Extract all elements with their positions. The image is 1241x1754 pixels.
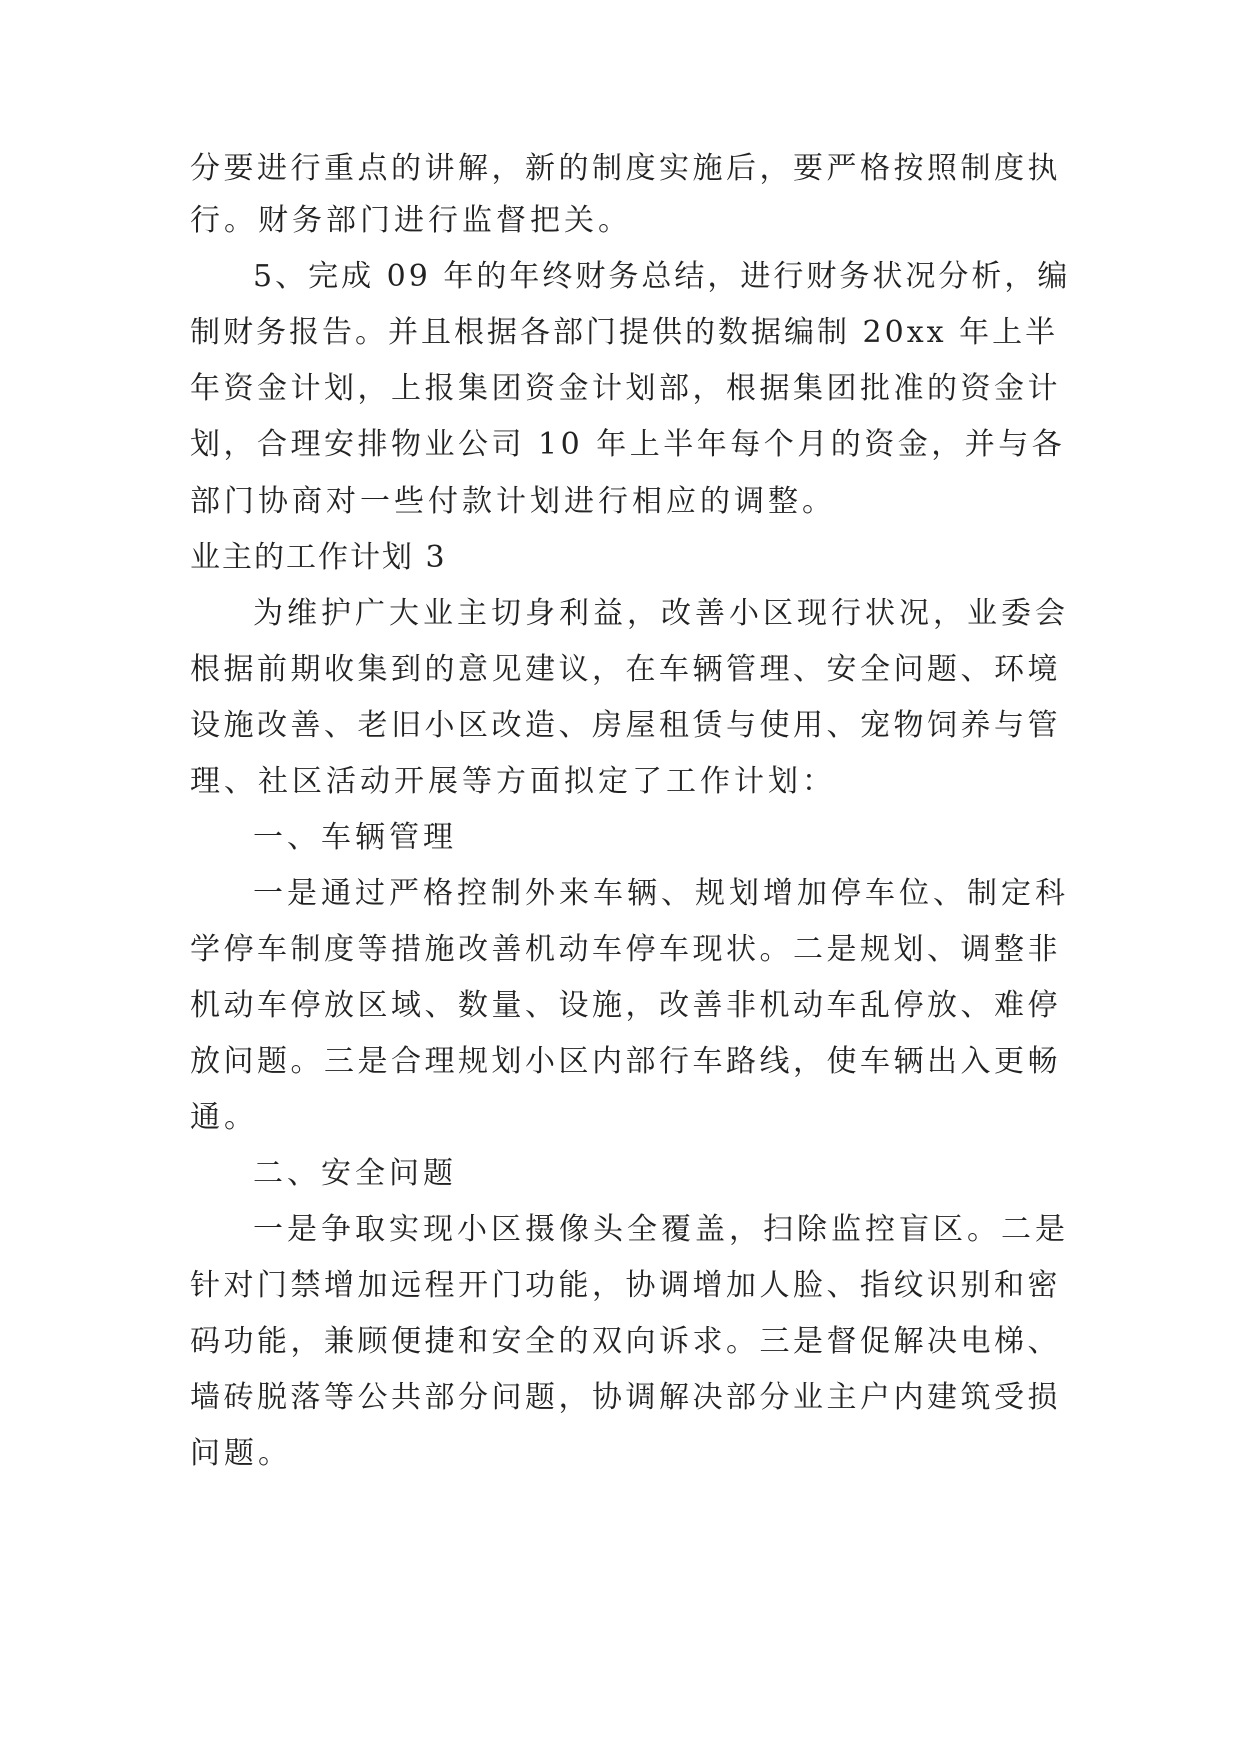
paragraph-line: 通。: [190, 1100, 258, 1135]
paragraph-line: 码功能，兼顾便捷和安全的双向诉求。三是督促解决电梯、: [190, 1324, 1061, 1359]
paragraph-line: 行。财务部门进行监督把关。: [190, 203, 632, 238]
paragraph-line: 学停车制度等措施改善机动车停车现状。二是规划、调整非: [190, 932, 1061, 967]
paragraph-line: 部门协商对一些付款计划进行相应的调整。: [190, 484, 836, 519]
paragraph-line: 墙砖脱落等公共部分问题，协调解决部分业主户内建筑受损: [190, 1380, 1061, 1415]
paragraph-line: 针对门禁增加远程开门功能，协调增加人脸、指纹识别和密: [190, 1268, 1061, 1303]
paragraph-line: 放问题。三是合理规划小区内部行车路线，使车辆出入更畅: [190, 1044, 1061, 1079]
section-title: 业主的工作计划 3: [190, 540, 447, 575]
paragraph-line: 一是争取实现小区摄像头全覆盖，扫除监控盲区。二是: [253, 1212, 1069, 1247]
paragraph-line: 理、社区活动开展等方面拟定了工作计划：: [190, 764, 836, 799]
paragraph-line: 制财务报告。并且根据各部门提供的数据编制 20xx 年上半: [190, 315, 1059, 350]
paragraph-line: 5、完成 09 年的年终财务总结，进行财务状况分析，编: [253, 259, 1071, 294]
paragraph-line: 分要进行重点的讲解，新的制度实施后，要严格按照制度执: [190, 151, 1061, 186]
paragraph-line: 一是通过严格控制外来车辆、规划增加停车位、制定科: [253, 876, 1069, 911]
subsection-heading: 二、安全问题: [253, 1156, 457, 1191]
paragraph-line: 根据前期收集到的意见建议，在车辆管理、安全问题、环境: [190, 652, 1061, 687]
paragraph-line: 年资金计划，上报集团资金计划部，根据集团批准的资金计: [190, 371, 1061, 406]
paragraph-line: 机动车停放区域、数量、设施，改善非机动车乱停放、难停: [190, 988, 1061, 1023]
paragraph-line: 划，合理安排物业公司 10 年上半年每个月的资金，并与各: [190, 427, 1066, 462]
paragraph-line: 为维护广大业主切身利益，改善小区现行状况，业委会: [253, 596, 1069, 631]
paragraph-line: 设施改善、老旧小区改造、房屋租赁与使用、宠物饲养与管: [190, 708, 1061, 743]
paragraph-line: 问题。: [190, 1436, 292, 1471]
subsection-heading: 一、车辆管理: [253, 820, 457, 855]
